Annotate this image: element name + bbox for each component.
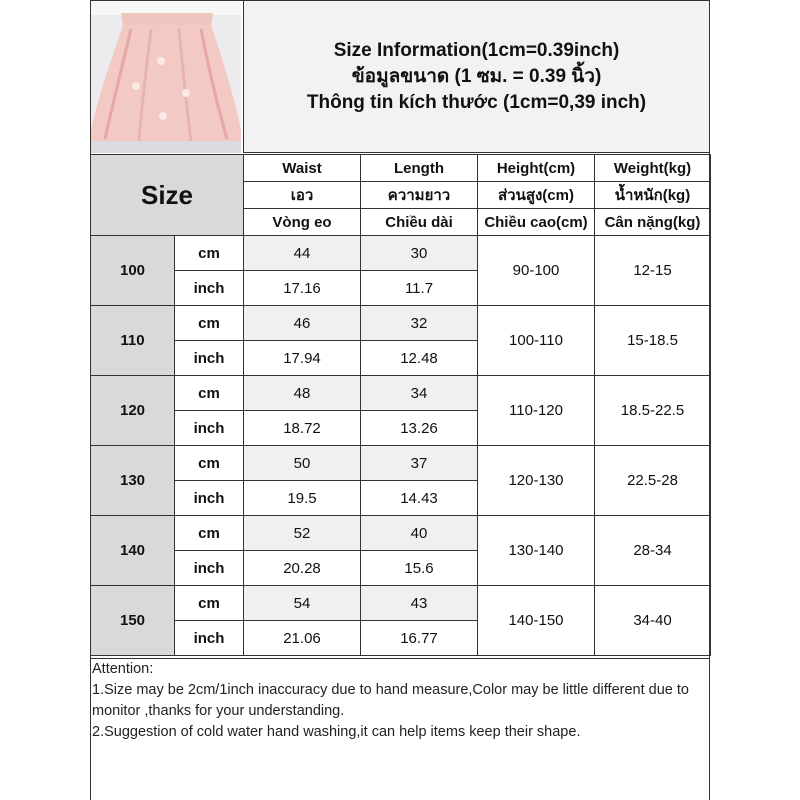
length-inch: 13.26 — [361, 411, 478, 446]
size-value: 110 — [91, 306, 175, 376]
header-length-thai: ความยาว — [361, 182, 478, 209]
size-value: 120 — [91, 376, 175, 446]
waist-cm: 48 — [244, 376, 361, 411]
header-height-vi: Chiều cao(cm) — [478, 209, 595, 236]
header-length: Length — [361, 155, 478, 182]
header-weight-vi: Cân nặng(kg) — [595, 209, 711, 236]
header-height-thai: ส่วนสูง(cm) — [478, 182, 595, 209]
waist-cm: 52 — [244, 516, 361, 551]
unit-cm: cm — [175, 236, 244, 271]
waist-inch: 17.94 — [244, 341, 361, 376]
product-photo — [91, 1, 241, 153]
table-row — [91, 376, 711, 411]
unit-inch: inch — [175, 481, 244, 516]
header-weight: Weight(kg) — [595, 155, 711, 182]
length-inch: 14.43 — [361, 481, 478, 516]
size-header: Size — [91, 155, 244, 236]
notes-line-1: 1.Size may be 2cm/1inch inaccuracy due to hand measure,Color may be little different due to monitor ,thanks for your understanding. — [92, 682, 689, 719]
length-cm: 40 — [361, 516, 478, 551]
waist-inch: 21.06 — [244, 621, 361, 656]
waist-cm: 44 — [244, 236, 361, 271]
title-thai: ข้อมูลขนาด (1 ซม. = 0.39 นิ้ว) — [351, 65, 602, 87]
header-row-english — [91, 155, 711, 182]
height-range: 110-120 — [478, 376, 595, 446]
waist-inch: 20.28 — [244, 551, 361, 586]
table-row — [91, 236, 711, 271]
table-row — [91, 306, 711, 341]
height-range: 90-100 — [478, 236, 595, 306]
waist-inch: 17.16 — [244, 271, 361, 306]
size-value: 150 — [91, 586, 175, 656]
length-inch: 11.7 — [361, 271, 478, 306]
size-table — [90, 154, 711, 656]
weight-range: 28-34 — [595, 516, 711, 586]
table-row — [91, 446, 711, 481]
length-cm: 34 — [361, 376, 478, 411]
table-row — [91, 516, 711, 551]
table-row — [91, 586, 711, 621]
length-cm: 32 — [361, 306, 478, 341]
notes-line-2: 2.Suggestion of cold water hand washing,it can help items keep their shape. — [92, 724, 581, 740]
unit-inch: inch — [175, 411, 244, 446]
unit-cm: cm — [175, 446, 244, 481]
size-value: 140 — [91, 516, 175, 586]
unit-inch: inch — [175, 341, 244, 376]
unit-inch: inch — [175, 621, 244, 656]
header-height: Height(cm) — [478, 155, 595, 182]
waist-inch: 18.72 — [244, 411, 361, 446]
size-information-title — [243, 1, 709, 153]
unit-cm: cm — [175, 376, 244, 411]
header-waist-vi: Vòng eo — [244, 209, 361, 236]
size-value: 130 — [91, 446, 175, 516]
weight-range: 12-15 — [595, 236, 711, 306]
attention-notes — [90, 658, 710, 800]
height-range: 120-130 — [478, 446, 595, 516]
notes-heading: Attention: — [92, 661, 154, 677]
unit-cm: cm — [175, 516, 244, 551]
height-range: 100-110 — [478, 306, 595, 376]
unit-cm: cm — [175, 306, 244, 341]
weight-range: 18.5-22.5 — [595, 376, 711, 446]
tulle-skirt-icon — [91, 1, 241, 153]
length-inch: 12.48 — [361, 341, 478, 376]
header-weight-thai: น้ำหนัก(kg) — [595, 182, 711, 209]
unit-cm: cm — [175, 586, 244, 621]
waist-inch: 19.5 — [244, 481, 361, 516]
length-inch: 16.77 — [361, 621, 478, 656]
title-english: Size Information(1cm=0.39inch) — [333, 39, 620, 61]
weight-range: 22.5-28 — [595, 446, 711, 516]
size-rows — [91, 236, 711, 656]
waist-cm: 46 — [244, 306, 361, 341]
unit-inch: inch — [175, 551, 244, 586]
title-vietnamese: Thông tin kích thước (1cm=0,39 inch) — [306, 91, 647, 113]
size-value: 100 — [91, 236, 175, 306]
header-waist: Waist — [244, 155, 361, 182]
weight-range: 34-40 — [595, 586, 711, 656]
length-cm: 30 — [361, 236, 478, 271]
height-range: 140-150 — [478, 586, 595, 656]
height-range: 130-140 — [478, 516, 595, 586]
waist-cm: 50 — [244, 446, 361, 481]
waist-cm: 54 — [244, 586, 361, 621]
unit-inch: inch — [175, 271, 244, 306]
weight-range: 15-18.5 — [595, 306, 711, 376]
length-cm: 43 — [361, 586, 478, 621]
header-length-vi: Chiều dài — [361, 209, 478, 236]
length-inch: 15.6 — [361, 551, 478, 586]
length-cm: 37 — [361, 446, 478, 481]
header-waist-thai: เอว — [244, 182, 361, 209]
